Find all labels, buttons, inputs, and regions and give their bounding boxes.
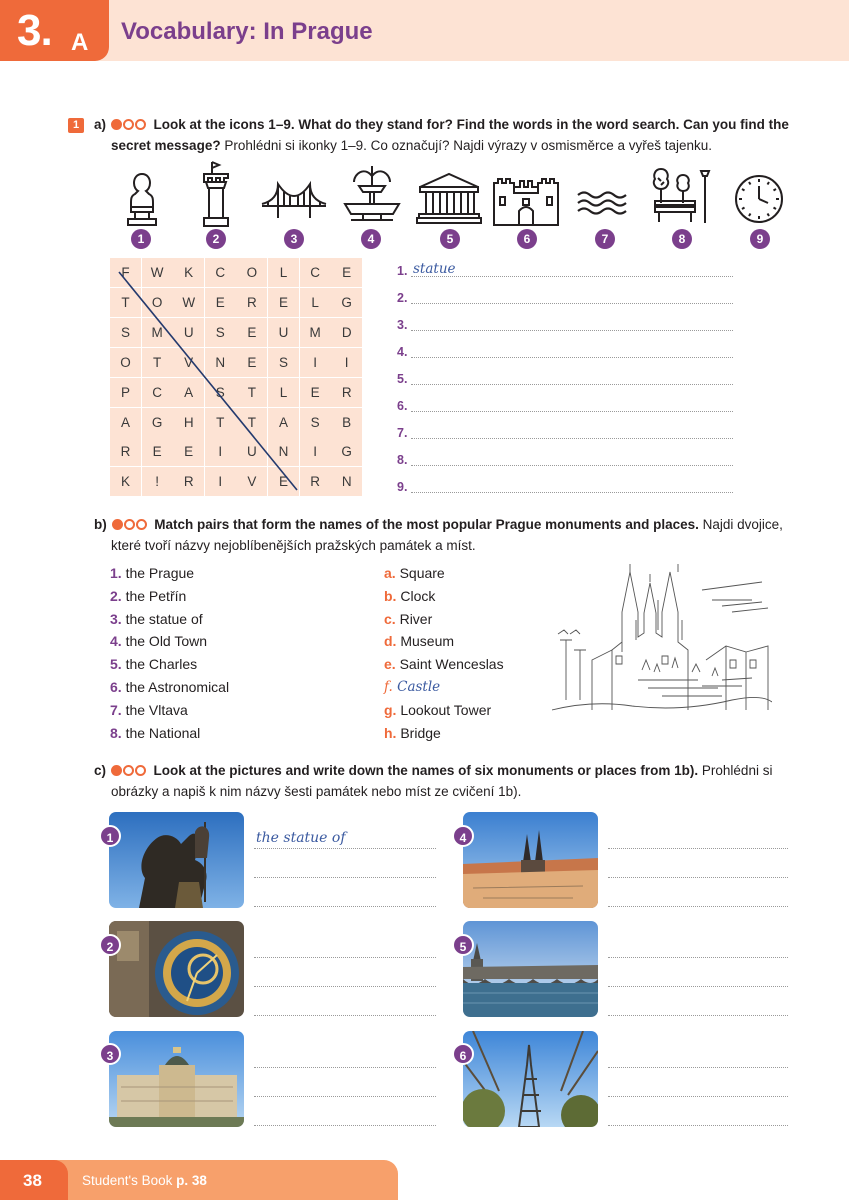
statue-icon bbox=[124, 170, 160, 228]
prague-sketch-illustration bbox=[552, 560, 772, 720]
match-text: River bbox=[399, 610, 433, 627]
grid-cell: E bbox=[268, 288, 299, 317]
match-key: 6. bbox=[110, 679, 122, 695]
match-text: the Astronomical bbox=[125, 679, 230, 695]
match-key: a. bbox=[384, 565, 396, 581]
photo-badge: 3 bbox=[99, 1043, 121, 1065]
match-text: the Vltava bbox=[125, 701, 188, 718]
answer-row[interactable] bbox=[397, 367, 733, 387]
photo-badge: 1 bbox=[99, 825, 121, 847]
exercise-number: 1 bbox=[68, 118, 84, 133]
grid-cell: I bbox=[205, 437, 236, 466]
writing-line[interactable] bbox=[608, 906, 788, 907]
icon-badge: 9 bbox=[750, 229, 770, 249]
grid-cell: E bbox=[205, 288, 236, 317]
grid-cell: A bbox=[173, 378, 204, 407]
icon-badge: 3 bbox=[284, 229, 304, 249]
answer-number: 3. bbox=[397, 318, 408, 332]
grid-cell: L bbox=[268, 258, 299, 287]
photo-badge: 5 bbox=[452, 934, 474, 956]
match-text: the National bbox=[125, 724, 201, 741]
match-right-item bbox=[384, 588, 435, 604]
grid-cell: A bbox=[268, 408, 299, 437]
answer-number: 8. bbox=[397, 453, 408, 467]
writing-line[interactable] bbox=[608, 1015, 788, 1016]
match-right-item bbox=[384, 633, 454, 649]
answer-number: 6. bbox=[397, 399, 408, 413]
match-key: 1. bbox=[110, 565, 122, 581]
icon-badge: 4 bbox=[361, 229, 381, 249]
unit-letter: A bbox=[71, 29, 89, 56]
part-a-label: a) bbox=[94, 117, 107, 132]
grid-cell: T bbox=[236, 408, 267, 437]
museum-icon bbox=[416, 171, 482, 225]
grid-cell: U bbox=[236, 437, 267, 466]
grid-cell: I bbox=[205, 467, 236, 496]
part-b-label: b) bbox=[94, 517, 107, 532]
match-text: the Old Town bbox=[125, 633, 208, 650]
answer-row[interactable] bbox=[397, 340, 733, 360]
difficulty-dots bbox=[111, 762, 147, 782]
park-icon bbox=[651, 165, 713, 225]
ref-text: Student's Book bbox=[82, 1173, 177, 1188]
instruction-b bbox=[94, 515, 804, 556]
match-key: d. bbox=[384, 633, 397, 650]
match-key: 7. bbox=[110, 701, 122, 718]
match-key: f. bbox=[384, 679, 393, 695]
match-key: 3. bbox=[110, 610, 122, 627]
grid-cell: B bbox=[331, 408, 362, 437]
match-text: Castle bbox=[397, 679, 441, 695]
writing-line[interactable] bbox=[608, 877, 788, 878]
grid-cell: R bbox=[173, 467, 204, 496]
castle-icon bbox=[492, 173, 560, 227]
students-book-reference bbox=[82, 1173, 207, 1188]
answer-number: 5. bbox=[397, 372, 408, 386]
match-right-item bbox=[384, 679, 440, 695]
answer-line bbox=[411, 330, 733, 331]
answer-row[interactable] bbox=[397, 313, 733, 333]
answer-line bbox=[411, 303, 733, 304]
answer-number: 9. bbox=[397, 480, 408, 494]
instruction-c-cz2: obrázky a napiš k nim názvy šesti památek nebo míst ze cvičení 1b). bbox=[111, 784, 522, 799]
grid-cell: C bbox=[205, 258, 236, 287]
difficulty-dots bbox=[111, 116, 147, 136]
part-c-label: c) bbox=[94, 763, 107, 778]
answer-number: 4. bbox=[397, 345, 408, 359]
answer-row[interactable] bbox=[397, 286, 733, 306]
grid-cell: O bbox=[142, 288, 173, 317]
match-text: Bridge bbox=[400, 724, 441, 741]
grid-cell: S bbox=[300, 408, 331, 437]
found-word-line bbox=[110, 258, 362, 495]
match-right-item bbox=[384, 725, 441, 741]
match-text: the Prague bbox=[125, 565, 195, 581]
match-left-item bbox=[110, 702, 188, 718]
match-text: Museum bbox=[400, 633, 455, 650]
grid-cell: P bbox=[110, 378, 141, 407]
grid-cell: R bbox=[110, 437, 141, 466]
answer-row[interactable] bbox=[397, 394, 733, 414]
page-title: Vocabulary: In Prague bbox=[121, 18, 373, 45]
grid-cell: T bbox=[236, 378, 267, 407]
grid-cell: G bbox=[331, 288, 362, 317]
grid-cell: K bbox=[110, 467, 141, 496]
answer-number: 1. bbox=[397, 264, 408, 278]
grid-cell: A bbox=[110, 408, 141, 437]
grid-cell: W bbox=[173, 288, 204, 317]
grid-cell: O bbox=[236, 258, 267, 287]
writing-line[interactable] bbox=[608, 1067, 788, 1068]
match-key: c. bbox=[384, 610, 396, 627]
photo-wenceslas-statue bbox=[109, 812, 244, 908]
instruction-c bbox=[94, 761, 804, 802]
writing-line[interactable] bbox=[254, 906, 436, 907]
photo-petrin-tower bbox=[463, 1031, 598, 1127]
difficulty-dots bbox=[112, 516, 148, 536]
answer-line bbox=[411, 357, 733, 358]
match-left-item bbox=[110, 611, 203, 627]
match-left-item bbox=[110, 633, 207, 649]
photo-badge: 4 bbox=[452, 825, 474, 847]
grid-cell: M bbox=[142, 318, 173, 347]
match-left-item bbox=[110, 656, 197, 672]
answer-line bbox=[411, 411, 733, 412]
grid-cell: R bbox=[236, 288, 267, 317]
answer-row[interactable] bbox=[397, 259, 733, 279]
writing-line[interactable] bbox=[608, 1125, 788, 1126]
answer-row[interactable] bbox=[397, 421, 733, 441]
grid-cell: I bbox=[300, 437, 331, 466]
answer-row[interactable] bbox=[397, 475, 733, 495]
match-key: b. bbox=[384, 587, 397, 604]
grid-cell: S bbox=[110, 318, 141, 347]
match-key: h. bbox=[384, 724, 397, 741]
match-key: 5. bbox=[110, 656, 122, 673]
clock-icon bbox=[733, 173, 785, 225]
grid-cell: T bbox=[205, 408, 236, 437]
instruction-c-cz1: Prohlédni si bbox=[698, 763, 773, 778]
photo-badge: 2 bbox=[99, 934, 121, 956]
ref-page: p. 38 bbox=[176, 1173, 207, 1188]
answer-row[interactable] bbox=[397, 448, 733, 468]
instruction-a-en2: secret message? bbox=[111, 138, 221, 153]
match-text: the Petřín bbox=[125, 587, 187, 604]
tower-icon bbox=[200, 160, 232, 228]
grid-cell: U bbox=[268, 318, 299, 347]
match-text: Clock bbox=[400, 587, 436, 604]
photo-astronomical-clock bbox=[109, 921, 244, 1017]
grid-cell: S bbox=[205, 378, 236, 407]
match-key: 2. bbox=[110, 587, 122, 604]
match-left-item bbox=[110, 588, 186, 604]
match-right-item bbox=[384, 656, 504, 672]
grid-cell: T bbox=[142, 348, 173, 377]
writing-line[interactable] bbox=[608, 957, 788, 958]
grid-cell: E bbox=[142, 437, 173, 466]
photo-badge: 6 bbox=[452, 1043, 474, 1065]
grid-cell: I bbox=[331, 348, 362, 377]
photo-answer-handwriting: the statue of bbox=[256, 830, 346, 846]
match-left-item bbox=[110, 565, 194, 581]
grid-cell: E bbox=[268, 467, 299, 496]
instruction-b-cz2: které tvoří názvy nejoblíbenějších pražských památek a míst. bbox=[111, 538, 476, 553]
page-number: 38 bbox=[23, 1171, 42, 1190]
grid-cell: T bbox=[110, 288, 141, 317]
writing-line[interactable] bbox=[608, 848, 788, 849]
answer-line bbox=[411, 276, 733, 277]
instruction-a-cz: Prohlédni si ikonky 1–9. Co označují? Najdi výrazy v osmisměrce a vyřeš tajenku. bbox=[220, 138, 713, 153]
match-left-item bbox=[110, 679, 229, 695]
icon-badge: 5 bbox=[440, 229, 460, 249]
icon-badge: 2 bbox=[206, 229, 226, 249]
answer-line bbox=[411, 438, 733, 439]
grid-cell: K bbox=[173, 258, 204, 287]
match-key: e. bbox=[384, 656, 396, 673]
match-text: the Charles bbox=[125, 656, 198, 673]
answer-number: 2. bbox=[397, 291, 408, 305]
grid-cell: N bbox=[331, 467, 362, 496]
writing-line[interactable] bbox=[608, 1096, 788, 1097]
match-text: the statue of bbox=[125, 610, 203, 627]
grid-cell: N bbox=[205, 348, 236, 377]
grid-cell: O bbox=[110, 348, 141, 377]
instruction-a bbox=[94, 115, 804, 156]
grid-cell: C bbox=[142, 378, 173, 407]
grid-cell: U bbox=[173, 318, 204, 347]
icon-badge: 6 bbox=[517, 229, 537, 249]
answer-number: 7. bbox=[397, 426, 408, 440]
grid-cell: R bbox=[331, 378, 362, 407]
grid-cell: D bbox=[331, 318, 362, 347]
grid-cell: I bbox=[300, 348, 331, 377]
match-key: g. bbox=[384, 701, 397, 718]
grid-cell: V bbox=[236, 467, 267, 496]
grid-cell: E bbox=[236, 348, 267, 377]
instruction-c-en: Look at the pictures and write down the names of six monuments or places from 1b). bbox=[153, 763, 699, 778]
match-text: Saint Wenceslas bbox=[399, 656, 504, 673]
grid-cell: V bbox=[173, 348, 204, 377]
grid-cell: E bbox=[173, 437, 204, 466]
writing-line[interactable] bbox=[254, 877, 436, 878]
instruction-b-en: Match pairs that form the names of the most popular Prague monuments and places. bbox=[154, 517, 699, 532]
answer-handwriting: statue bbox=[413, 261, 456, 277]
writing-line[interactable] bbox=[254, 1096, 436, 1097]
grid-cell: W bbox=[142, 258, 173, 287]
grid-cell: E bbox=[300, 378, 331, 407]
match-text: Lookout Tower bbox=[400, 701, 492, 718]
grid-cell: S bbox=[205, 318, 236, 347]
icon-badge: 7 bbox=[595, 229, 615, 249]
grid-cell: G bbox=[142, 408, 173, 437]
writing-line[interactable] bbox=[254, 1125, 436, 1126]
match-right-item bbox=[384, 565, 445, 581]
match-right-item bbox=[384, 611, 432, 627]
grid-cell: E bbox=[331, 258, 362, 287]
icon-badge: 1 bbox=[131, 229, 151, 249]
grid-cell: F bbox=[110, 258, 141, 287]
grid-cell: H bbox=[173, 408, 204, 437]
writing-line[interactable] bbox=[254, 848, 436, 849]
writing-line[interactable] bbox=[254, 986, 436, 987]
fountain-icon bbox=[343, 164, 401, 224]
grid-cell: N bbox=[268, 437, 299, 466]
grid-cell: G bbox=[331, 437, 362, 466]
writing-line[interactable] bbox=[608, 986, 788, 987]
photo-charles-bridge bbox=[463, 921, 598, 1017]
icon-badge: 8 bbox=[672, 229, 692, 249]
grid-cell: M bbox=[300, 318, 331, 347]
match-text: Square bbox=[399, 565, 445, 581]
photo-national-museum bbox=[109, 1031, 244, 1127]
match-key: 8. bbox=[110, 724, 122, 741]
writing-line[interactable] bbox=[254, 1015, 436, 1016]
unit-number: 3. bbox=[17, 6, 52, 55]
grid-cell: S bbox=[268, 348, 299, 377]
instruction-b-cz1: Najdi dvojice, bbox=[698, 517, 783, 532]
match-right-item bbox=[384, 702, 491, 718]
bridge-icon bbox=[260, 180, 328, 220]
grid-cell: R bbox=[300, 467, 331, 496]
match-left-item bbox=[110, 725, 200, 741]
match-key: 4. bbox=[110, 633, 122, 650]
answer-line bbox=[411, 465, 733, 466]
grid-cell: ! bbox=[142, 467, 173, 496]
grid-cell: E bbox=[236, 318, 267, 347]
grid-cell: L bbox=[268, 378, 299, 407]
writing-line[interactable] bbox=[254, 957, 436, 958]
answer-line bbox=[411, 384, 733, 385]
writing-line[interactable] bbox=[254, 1067, 436, 1068]
grid-cell: C bbox=[300, 258, 331, 287]
instruction-a-en: Look at the icons 1–9. What do they stand for? Find the words in the word search. Can you find the bbox=[153, 117, 789, 132]
grid-cell: L bbox=[300, 288, 331, 317]
photo-old-town-square bbox=[463, 812, 598, 908]
answer-line bbox=[411, 492, 733, 493]
river-icon bbox=[576, 190, 630, 216]
